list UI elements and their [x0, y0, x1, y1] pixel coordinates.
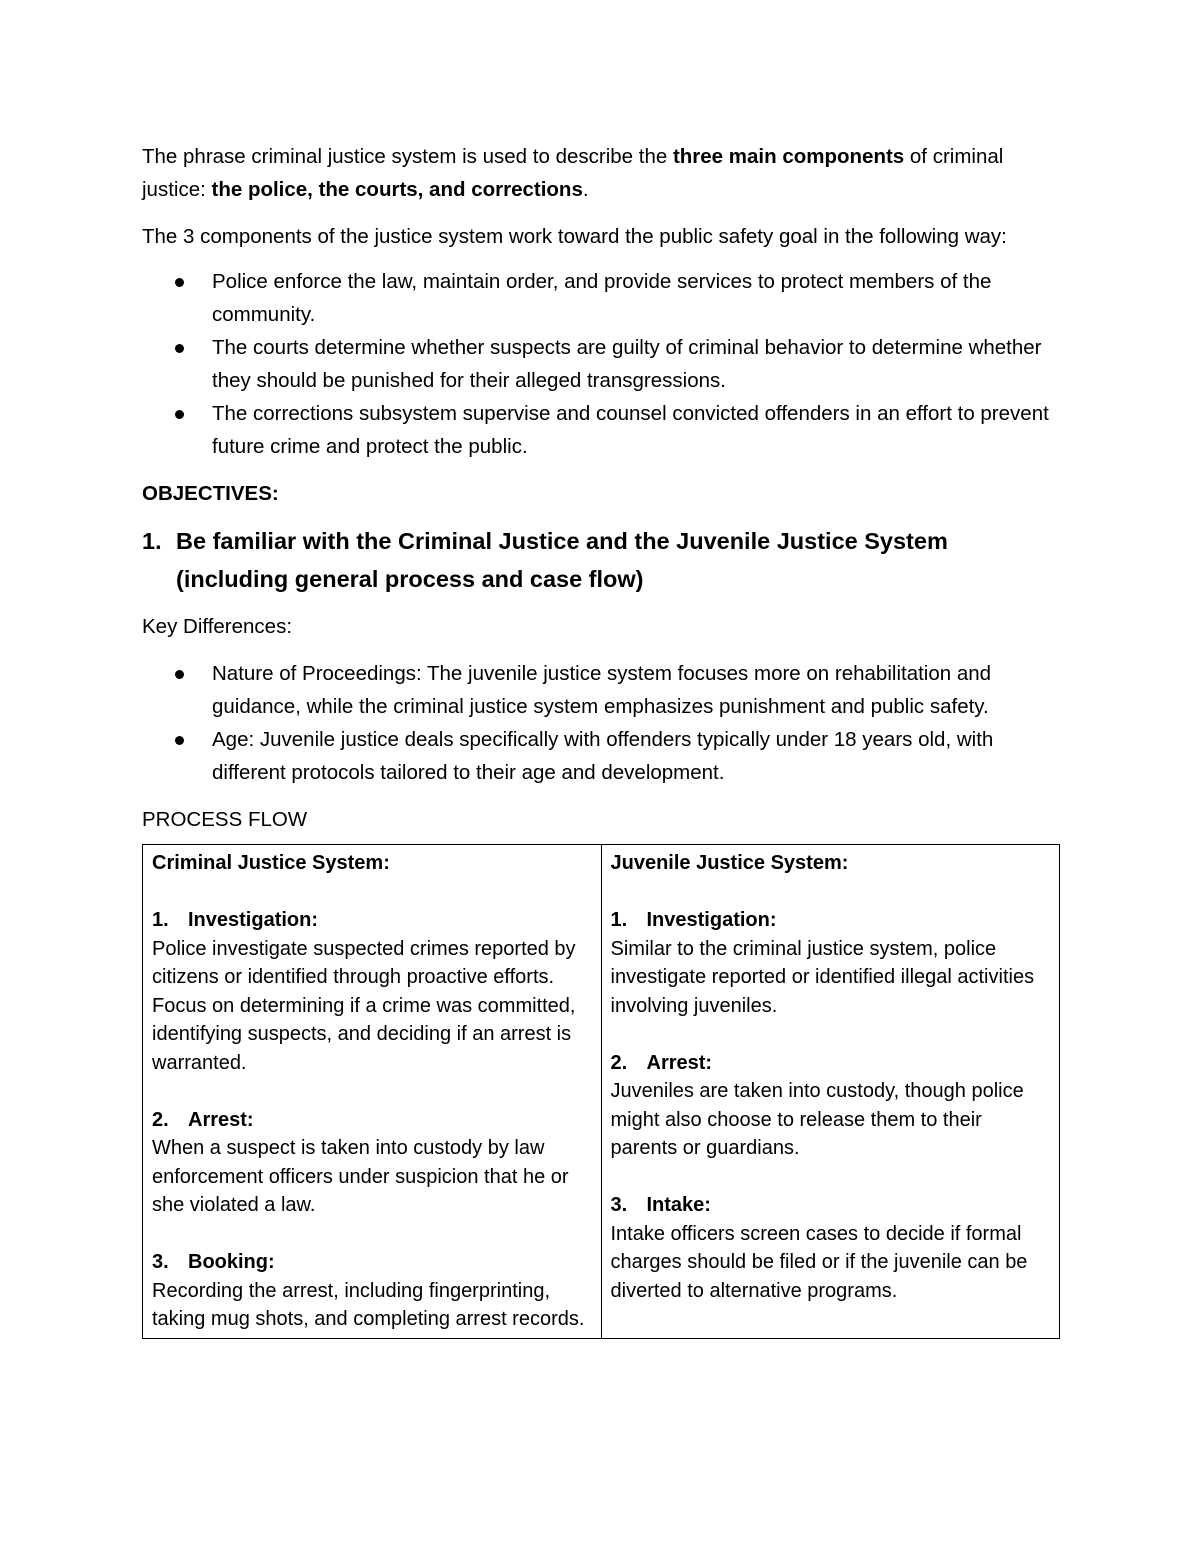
- objectives-heading: OBJECTIVES:: [142, 482, 279, 505]
- objective-number: 1.: [142, 528, 162, 554]
- list-item: [142, 397, 1062, 463]
- step-text: Recording the arrest, including fingerprinting, taking mug shots, and completing arrest records.: [152, 1279, 585, 1330]
- step-number: 2.: [152, 1108, 169, 1131]
- bullet-icon: [175, 278, 184, 287]
- list-item: [142, 723, 1062, 789]
- intro-text-1: The phrase criminal justice system is used to describe the: [142, 145, 673, 168]
- intro-text-3: .: [582, 178, 589, 201]
- criminal-justice-cell: [143, 845, 602, 1339]
- key-differences-heading: Key Differences:: [142, 615, 293, 638]
- step-number: 1.: [610, 909, 628, 931]
- objective-item: [142, 522, 1062, 598]
- list-item: [142, 265, 1062, 331]
- step-text: Similar to the criminal justice system, police investigate reported or identified illegal activities involving juveniles.: [610, 937, 1035, 1017]
- bullet-icon: [175, 410, 184, 419]
- step-heading: [152, 1248, 592, 1277]
- step-title: Investigation:: [646, 909, 777, 931]
- step-heading: [152, 1106, 592, 1135]
- components-list: [142, 265, 1062, 463]
- step-text: Juveniles are taken into custody, though police might also choose to release them to their parents or guardians.: [610, 1080, 1024, 1159]
- step-text: Intake officers screen cases to decide if formal charges should be filed or if the juvenile can be diverted to alternative programs.: [610, 1222, 1028, 1302]
- bullet-icon: [175, 344, 184, 353]
- intro-bold-1: three main components: [672, 145, 905, 168]
- list-item-text: Age: Juvenile justice deals specifically with offenders typically under 18 years old, with different protocols tailored to their age and development.: [212, 728, 994, 784]
- step-title: Arrest:: [188, 1108, 254, 1131]
- list-item-text: The corrections subsystem supervise and counsel convicted offenders in an effort to prevent future crime and protect the public.: [212, 402, 1049, 458]
- objective-text: Be familiar with the Criminal Justice and the Juvenile Justice System (including general process and case flow): [176, 528, 948, 592]
- list-item-text: Police enforce the law, maintain order, and provide services to protect members of the community.: [212, 270, 992, 326]
- components-lead: The 3 components of the justice system work toward the public safety goal in the following way:: [142, 225, 1007, 248]
- step-title: Intake:: [646, 1194, 711, 1216]
- step-number: 3.: [610, 1194, 628, 1216]
- step-title: Arrest:: [646, 1051, 713, 1074]
- list-item: [142, 331, 1062, 397]
- step-number: 2.: [610, 1051, 628, 1074]
- juvenile-column-title: Juvenile Justice System:: [610, 852, 849, 874]
- step-heading: [611, 1049, 1051, 1078]
- juvenile-justice-cell: [601, 845, 1060, 1339]
- bullet-icon: [175, 736, 184, 745]
- intro-bold-2: the police, the courts, and corrections: [211, 178, 583, 201]
- key-differences-list: [142, 657, 1062, 789]
- step-number: 3.: [152, 1251, 169, 1273]
- process-flow-heading: PROCESS FLOW: [142, 808, 308, 831]
- table-row: [143, 845, 1060, 1339]
- process-flow-table: [142, 844, 1060, 1339]
- intro-paragraph: [142, 140, 1062, 206]
- step-heading: [611, 906, 1051, 935]
- step-number: 1.: [152, 909, 169, 931]
- step-title: Booking:: [188, 1251, 275, 1273]
- step-title: Investigation:: [188, 909, 319, 931]
- criminal-column-title: Criminal Justice System:: [152, 852, 390, 874]
- intro-text-2: of criminal justice:: [142, 145, 1004, 201]
- list-item-text: The courts determine whether suspects are guilty of criminal behavior to determine whether they should be punished for their alleged transgressions.: [212, 336, 1042, 392]
- step-heading: [611, 1191, 1051, 1220]
- bullet-icon: [175, 670, 184, 679]
- step-text: When a suspect is taken into custody by law enforcement officers under suspicion that he or she violated a law.: [152, 1137, 569, 1216]
- step-text: Police investigate suspected crimes reported by citizens or identified through proactive efforts. Focus on determining if a crime was committed, identifying suspects, and deciding if an arrest is warranted.: [152, 937, 576, 1074]
- step-heading: [152, 906, 592, 935]
- list-item-text: Nature of Proceedings: The juvenile justice system focuses more on rehabilitation and guidance, while the criminal justice system emphasizes punishment and public safety.: [212, 662, 992, 718]
- list-item: [142, 657, 1062, 723]
- document-page: [142, 140, 1062, 1339]
